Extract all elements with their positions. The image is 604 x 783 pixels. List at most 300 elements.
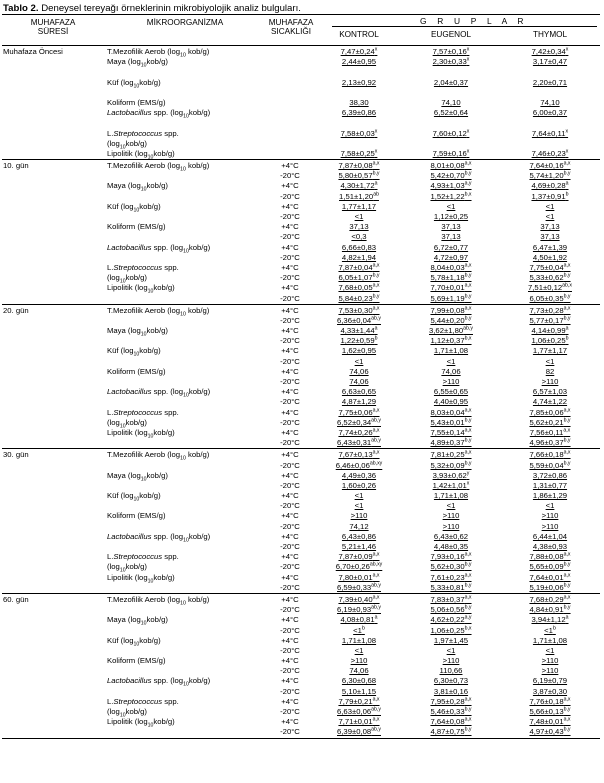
microorganism: T.Mezofilik Aerob ($\log_{10}$ kob/g) — [107, 594, 210, 607]
storage-temperature: +4°C — [281, 450, 299, 460]
value-eugenol: $1,12\pm 0,37^{b,x}$ — [430, 335, 472, 346]
value-eugenol: >110 — [442, 511, 460, 521]
microorganism: L.Streptococcus spp. — [107, 128, 179, 138]
storage-temperature: -20°C — [280, 315, 300, 325]
value-eugenol: >110 — [442, 656, 460, 666]
section-1 — [2, 160, 600, 304]
storage-temperature: +4°C — [281, 283, 299, 293]
value-kontrol: $7,39\pm 0,40^{a,x}$ — [338, 594, 380, 604]
value-thymol: <1 — [545, 356, 555, 366]
value-thymol: 6,44±1,04 — [532, 531, 568, 541]
value-eugenol: 1,71±1,08 — [433, 491, 469, 501]
value-eugenol: $4,89\pm 0,37^{b,y}$ — [430, 437, 472, 448]
value-eugenol: $7,60\pm 0,12^x$ — [432, 127, 470, 138]
value-eugenol: 37,13 — [441, 222, 461, 232]
table-row — [2, 202, 600, 212]
value-kontrol: 6,63±0,65 — [341, 387, 377, 397]
value-kontrol: $7,79\pm 0,21^{a,x}$ — [338, 696, 380, 706]
value-eugenol: <1 — [446, 201, 456, 211]
storage-temperature: -20°C — [280, 727, 300, 737]
table-row — [2, 542, 600, 552]
header-sicaklik: MUHAFAZA SICAKLIĞI — [268, 18, 314, 36]
table-row — [2, 306, 600, 316]
microorganism: $(\log_{10}kob/g)$ — [107, 707, 147, 719]
data-table — [2, 14, 600, 739]
microorganism: Küf $(\log_{10}kob/g)$ — [107, 77, 161, 90]
value-thymol: $4,97\pm 0,43^{b,y}$ — [529, 726, 571, 737]
value-kontrol: $6,36\pm 0,04^{ab,y}$ — [337, 315, 381, 325]
value-eugenol: $7,55\pm 0,14^{a,x}$ — [430, 427, 472, 437]
header-kontrol: KONTROL — [339, 30, 379, 39]
table-body — [2, 46, 600, 739]
value-thymol: 1,86±1,29 — [532, 491, 568, 501]
microorganism: Lactobacillus spp. $(\log_{10}kob/g)$ — [107, 676, 211, 688]
value-eugenol: $4,87\pm 0,75^{b,y}$ — [430, 726, 472, 737]
table-row — [2, 108, 600, 118]
value-kontrol: $6,70\pm 0,26^{ab,xy}$ — [335, 561, 383, 572]
table-row — [2, 357, 600, 367]
value-kontrol: $6,39\pm 0,08^{ab,y}$ — [337, 726, 381, 737]
value-thymol: 4,74±1,22 — [532, 397, 568, 407]
table-row — [2, 294, 600, 304]
value-thymol: $7,75\pm 0,04^{a,x}$ — [529, 262, 571, 272]
value-kontrol: 4,87±1,29 — [341, 397, 377, 407]
microorganism: T.Mezofilik Aerob ($\log_{10}$ kob/g) — [107, 161, 210, 173]
table-row — [2, 243, 600, 253]
value-kontrol: <1 — [354, 501, 364, 511]
value-eugenol: $7,70\pm 0,01^{a,x}$ — [430, 282, 472, 293]
microorganism: Maya $(\log_{10}kob/g)$ — [107, 326, 168, 338]
table-row — [2, 129, 600, 139]
value-thymol: $7,85\pm 0,06^{a,x}$ — [529, 407, 571, 417]
microorganism: Küf $(\log_{10}kob/g)$ — [107, 635, 161, 648]
value-eugenol: $7,83\pm 0,37^{a,x}$ — [430, 594, 472, 604]
storage-temperature: -20°C — [280, 562, 300, 572]
table-row — [2, 511, 600, 521]
value-kontrol: <1 — [354, 212, 364, 221]
value-eugenol: $1,52\pm 1,22^{b,x}$ — [430, 191, 472, 201]
microorganism: Koliform (EMS/g) — [107, 511, 166, 521]
table-row — [2, 118, 600, 128]
value-eugenol: 110,66 — [439, 666, 463, 676]
value-kontrol: >110 — [350, 511, 368, 521]
storage-temperature: +4°C — [281, 366, 299, 376]
value-thymol: 74,10 — [540, 97, 560, 107]
storage-temperature: +4°C — [281, 491, 299, 501]
storage-temperature: -20°C — [280, 542, 300, 551]
table-row — [2, 98, 600, 108]
storage-temperature: +4°C — [281, 552, 299, 562]
value-thymol: $4,96\pm 0,37^{b,y}$ — [529, 437, 571, 448]
section-0 — [2, 46, 600, 159]
value-thymol: 3,87±0,30 — [532, 686, 568, 696]
table-row — [2, 336, 600, 346]
value-kontrol: 1,60±0,26 — [341, 480, 377, 490]
storage-temperature: +4°C — [281, 326, 299, 336]
value-kontrol: $7,87\pm 0,09^{a,x}$ — [338, 551, 380, 562]
microorganism: $(\log_{10}kob/g)$ — [107, 273, 147, 285]
value-kontrol: 4,82±1,94 — [341, 252, 377, 262]
microorganism: Küf $(\log_{10}kob/g)$ — [107, 491, 161, 503]
storage-period: 20. gün — [3, 305, 29, 315]
section-2 — [2, 305, 600, 449]
value-thymol: 3,72±0,86 — [532, 470, 568, 480]
value-eugenol: 4,48±0,35 — [433, 542, 469, 551]
value-thymol: 6,47±1,39 — [532, 242, 568, 252]
table-row — [2, 367, 600, 377]
value-eugenol: 4,40±0,95 — [433, 397, 469, 407]
storage-period: 30. gün — [3, 450, 29, 460]
table-row — [2, 428, 600, 438]
microorganism: Lactobacillus spp. $(\log_{10}kob/g)$ — [107, 108, 211, 120]
table-row — [2, 461, 600, 471]
value-thymol: $5,77\pm 0,17^{b,y}$ — [529, 315, 571, 325]
header-muhafaza-suresi: MUHAFAZA SÜRESİ — [30, 18, 76, 36]
value-kontrol: $7,58\pm 0,03^x$ — [340, 127, 378, 138]
microorganism: T.Mezofilik Aerob ($\log_{10}$ kob/g) — [107, 450, 210, 462]
value-thymol: 3,17±0,47 — [532, 57, 568, 67]
table-row — [2, 139, 600, 149]
storage-temperature: +4°C — [281, 242, 299, 252]
table-row — [2, 161, 600, 171]
microorganism: Lactobacillus spp. $(\log_{10}kob/g)$ — [107, 242, 211, 255]
table-row — [2, 626, 600, 636]
table-row — [2, 666, 600, 676]
table-row — [2, 717, 600, 727]
value-thymol: >110 — [541, 521, 559, 531]
storage-temperature: -20°C — [280, 273, 300, 283]
storage-temperature: -20°C — [280, 171, 300, 181]
value-thymol: $5,74\pm 1,20^{b,y}$ — [529, 170, 571, 181]
table-row — [2, 605, 600, 615]
value-eugenol: $2,30\pm 0,33^x$ — [432, 56, 470, 67]
table-row — [2, 532, 600, 542]
value-kontrol: $6,46\pm 0,06^{ab,xy}$ — [335, 459, 383, 470]
value-thymol: 3,94±1,12$^a$ — [531, 614, 569, 625]
storage-temperature: -20°C — [280, 501, 300, 511]
microorganism: T.Mezofilik Aerob ($\log_{10}$ kob/g) — [107, 305, 210, 318]
table-row — [2, 615, 600, 625]
storage-temperature: +4°C — [281, 201, 299, 211]
value-kontrol: 5,21±1,46 — [341, 542, 377, 551]
value-eugenol: $3,93\pm 0,62^y$ — [432, 470, 470, 480]
value-kontrol: 38,30 — [349, 97, 369, 107]
value-kontrol: 1,22±0,59$^b$ — [340, 335, 378, 346]
value-kontrol: 4,30±1,72$^a$ — [340, 180, 378, 191]
value-thymol: 37,13 — [540, 222, 560, 232]
storage-temperature: +4°C — [281, 427, 299, 437]
table-row — [2, 522, 600, 532]
value-thymol: $7,56\pm 0,11^{a,x}$ — [529, 427, 571, 437]
table-row — [2, 263, 600, 273]
value-thymol: $7,42\pm 0,34^x$ — [531, 46, 569, 56]
storage-period: 60. gün — [3, 594, 29, 604]
value-thymol: $4,84\pm 0,91^{b,y}$ — [529, 604, 571, 615]
storage-temperature: +4°C — [281, 407, 299, 417]
value-thymol: 4,50±1,92 — [532, 252, 568, 262]
storage-temperature: +4°C — [281, 346, 299, 356]
value-thymol: $7,46\pm 0,23^x$ — [531, 148, 569, 158]
value-kontrol: <1 — [354, 491, 364, 501]
value-thymol: >110 — [541, 666, 559, 676]
caption-text: Deneysel tereyağı örneklerinin mikrobiyolojik analiz bulguları. — [41, 3, 301, 14]
table-row — [2, 377, 600, 387]
value-eugenol: $8,04\pm 0,03^{a,x}$ — [430, 262, 472, 272]
table-row — [2, 646, 600, 656]
microorganism: L.Streptococcus spp. — [107, 696, 179, 706]
storage-temperature: +4°C — [281, 615, 299, 625]
storage-temperature: +4°C — [281, 305, 299, 315]
value-kontrol: $6,05\pm 1,07^{b,y}$ — [338, 272, 380, 283]
table-row — [2, 481, 600, 491]
table-row — [2, 57, 600, 67]
table-header — [2, 15, 600, 45]
microorganism: L.Streptococcus spp. — [107, 407, 179, 417]
table-row — [2, 697, 600, 707]
table-row — [2, 253, 600, 263]
value-kontrol: >110 — [350, 656, 368, 666]
microorganism: L.Streptococcus spp. — [107, 262, 179, 272]
storage-temperature: +4°C — [281, 181, 299, 191]
section-rule — [2, 738, 600, 739]
value-eugenol: $5,78\pm 1,18^{b,y}$ — [430, 272, 472, 283]
value-kontrol: $5,80\pm 0,57^{b,y}$ — [338, 170, 380, 181]
microorganism: Koliform (EMS/g) — [107, 656, 166, 666]
value-thymol: 6,00±0,37 — [532, 108, 568, 118]
value-eugenol: 74,06 — [441, 366, 461, 376]
table-row — [2, 562, 600, 572]
storage-temperature: +4°C — [281, 594, 299, 604]
value-eugenol: $1,42\pm 1,01^x$ — [432, 480, 470, 490]
value-kontrol: 74,12 — [349, 521, 369, 531]
table-row — [2, 67, 600, 77]
value-thymol: $5,65\pm 0,09^{b,y}$ — [529, 561, 571, 572]
value-kontrol: 6,30±0,68 — [341, 676, 377, 686]
value-eugenol: $5,46\pm 0,33^{b,y}$ — [430, 706, 472, 716]
value-eugenol: <1 — [446, 356, 456, 366]
storage-temperature: -20°C — [280, 397, 300, 407]
storage-temperature: +4°C — [281, 696, 299, 706]
storage-temperature: +4°C — [281, 531, 299, 541]
table-row — [2, 232, 600, 242]
value-kontrol: 1,51±1,20$^{ab}$ — [339, 191, 379, 201]
storage-temperature: -20°C — [280, 417, 300, 427]
value-eugenol: $4,93\pm 1,03^{a,y}$ — [430, 180, 472, 191]
value-kontrol: $7,75\pm 0,06^{a,x}$ — [338, 407, 380, 417]
value-thymol: $7,66\pm 0,18^{a,x}$ — [529, 449, 571, 460]
storage-temperature: -20°C — [280, 460, 300, 470]
storage-temperature: -20°C — [280, 232, 300, 242]
value-eugenol: $1,06\pm 0,25^{b,x}$ — [430, 624, 472, 635]
value-thymol: $7,48\pm 0,01^{a,x}$ — [529, 716, 571, 727]
header-eugenol: EUGENOL — [430, 30, 472, 39]
storage-temperature: -20°C — [280, 521, 300, 531]
storage-temperature: -20°C — [280, 377, 300, 386]
value-eugenol: 6,43±0,62 — [433, 531, 469, 541]
table-row — [2, 552, 600, 562]
header-gruplar: G R U P L A R — [420, 16, 528, 26]
value-thymol: <1 — [545, 212, 555, 221]
storage-temperature: -20°C — [280, 356, 300, 366]
table-row — [2, 501, 600, 511]
table-row — [2, 346, 600, 356]
storage-temperature: +4°C — [281, 470, 299, 480]
table-row — [2, 573, 600, 583]
table-row — [2, 273, 600, 283]
microorganism: Küf $(\log_{10}kob/g)$ — [107, 346, 161, 358]
microorganism: L.Streptococcus spp. — [107, 552, 179, 562]
storage-temperature: +4°C — [281, 387, 299, 397]
value-thymol: 4,69±0,28$^a$ — [531, 180, 569, 191]
value-thymol: <1 — [545, 501, 555, 511]
value-eugenol: $5,06\pm 0,56^{b,y}$ — [430, 604, 472, 615]
value-thymol: $5,59\pm 0,04^{b,y}$ — [529, 459, 571, 470]
value-kontrol: 4,08±0,81$^a$ — [340, 614, 378, 625]
storage-temperature: -20°C — [280, 645, 300, 655]
table-row — [2, 491, 600, 501]
value-thymol: 1,77±1,17 — [532, 346, 568, 356]
value-eugenol: 3,81±0,16 — [433, 686, 469, 696]
storage-temperature: -20°C — [280, 480, 300, 490]
value-kontrol: 4,33±1,44$^a$ — [340, 325, 378, 336]
table-row — [2, 222, 600, 232]
value-thymol: 6,57±1,03 — [532, 387, 568, 397]
value-kontrol: 6,43±0,86 — [341, 531, 377, 541]
value-thymol: 37,13 — [540, 232, 560, 242]
microorganism: Koliform (EMS/g) — [107, 366, 166, 376]
storage-temperature: -20°C — [280, 438, 300, 448]
value-eugenol: 6,55±0,65 — [433, 387, 469, 397]
header-thymol: THYMOL — [532, 30, 568, 39]
value-eugenol: $8,03\pm 0,04^{a,x}$ — [430, 407, 472, 417]
microorganism: $(\log_{10}kob/g)$ — [107, 562, 147, 574]
table-row — [2, 326, 600, 336]
value-thymol: $5,62\pm 0,21^{b,y}$ — [529, 417, 571, 427]
value-eugenol: 6,52±0,64 — [433, 108, 469, 118]
value-eugenol: 37,13 — [441, 232, 461, 242]
value-thymol: $7,64\pm 0,11^x$ — [531, 127, 569, 138]
storage-temperature: +4°C — [281, 222, 299, 232]
value-eugenol: $7,57\pm 0,16^x$ — [432, 46, 470, 56]
value-kontrol: $6,43\pm 0,31^{ab,y}$ — [337, 437, 381, 448]
value-eugenol: >110 — [442, 377, 460, 386]
table-row — [2, 450, 600, 460]
value-thymol: 4,14±0,99$^a$ — [531, 325, 569, 336]
storage-temperature: -20°C — [280, 707, 300, 716]
table-row — [2, 88, 600, 98]
storage-temperature: -20°C — [280, 666, 300, 676]
table-row — [2, 283, 600, 293]
table-caption — [3, 3, 301, 14]
value-thymol: $7,68\pm 0,29^{a,x}$ — [529, 594, 571, 604]
value-kontrol: 6,39±0,86 — [341, 108, 377, 118]
value-kontrol: 37,13 — [349, 222, 369, 232]
microorganism: Maya $(\log_{10}kob/g)$ — [107, 181, 168, 193]
value-thymol: 1,71±1,08 — [532, 635, 568, 645]
value-thymol: $7,64\pm 0,01^{a,x}$ — [529, 572, 571, 582]
value-kontrol: 5,10±1,15 — [341, 686, 377, 696]
value-thymol: <1 — [545, 645, 555, 655]
table-row — [2, 212, 600, 222]
microorganism: Maya $(\log_{10}kob/g)$ — [107, 615, 168, 627]
value-kontrol: <1 — [354, 645, 364, 655]
storage-temperature: +4°C — [281, 262, 299, 272]
value-kontrol: 1,77±1,17 — [341, 201, 377, 211]
value-thymol: $6,05\pm 0,35^{b,y}$ — [529, 292, 571, 303]
value-kontrol: $6,19\pm 0,93^{ab,y}$ — [337, 604, 381, 615]
microorganism: Küf $(\log_{10}kob/g)$ — [107, 201, 161, 214]
value-thymol: >110 — [541, 511, 559, 521]
value-kontrol: $7,58\pm 0,25^x$ — [340, 148, 378, 158]
value-eugenol: 1,97±1,45 — [433, 635, 469, 645]
value-thymol: $7,64\pm 0,16^{a,x}$ — [529, 160, 571, 171]
microorganism: Maya $(\log_{10}kob/g)$ — [107, 470, 168, 483]
value-thymol: 1,31±0,77 — [532, 480, 568, 490]
value-thymol: $5,66\pm 0,13^{b,y}$ — [529, 706, 571, 716]
value-eugenol: 4,72±0,97 — [433, 252, 469, 262]
value-thymol: >110 — [541, 656, 559, 666]
table-row — [2, 181, 600, 191]
storage-temperature: -20°C — [280, 686, 300, 696]
value-kontrol: $7,80\pm 0,01^{a,x}$ — [338, 572, 380, 582]
microorganism: Maya $(\log_{10}kob/g)$ — [107, 57, 168, 69]
value-thymol: $5,19\pm 0,06^{b,y}$ — [529, 582, 571, 592]
value-eugenol: $5,44\pm 0,20^{b,y}$ — [430, 315, 472, 325]
microorganism: Lactobacillus spp. $(\log_{10}kob/g)$ — [107, 387, 211, 399]
table-row — [2, 438, 600, 448]
header-mikroorganizma: MİKROORGANİZMA — [146, 18, 224, 27]
table-row — [2, 676, 600, 686]
value-eugenol: $7,81\pm 0,25^{a,x}$ — [430, 449, 472, 460]
microorganism: $(\log_{10}kob/g)$ — [107, 138, 147, 151]
value-eugenol: $7,95\pm 0,28^{a,x}$ — [430, 696, 472, 706]
value-thymol: >110 — [541, 377, 559, 386]
value-kontrol: $6,63\pm 0,06^{ab,y}$ — [337, 706, 381, 716]
value-thymol: $7,51\pm 0,12^{ab,x}$ — [528, 282, 572, 293]
value-eugenol: $7,99\pm 0,08^{a,x}$ — [430, 305, 472, 315]
value-eugenol: <1 — [446, 645, 456, 655]
value-thymol: $7,76\pm 0,18^{a,x}$ — [529, 696, 571, 706]
value-kontrol: $7,47\pm 0,24^x$ — [340, 46, 378, 56]
storage-temperature: +4°C — [281, 656, 299, 666]
value-eugenol: $7,64\pm 0,08^{a,x}$ — [430, 716, 472, 727]
table-row — [2, 636, 600, 646]
table-row — [2, 408, 600, 418]
caption-label: Tablo 2. — [3, 3, 39, 14]
table-row — [2, 47, 600, 57]
value-kontrol: 74,06 — [349, 377, 369, 386]
table-row — [2, 418, 600, 428]
value-kontrol: 2,44±0,95 — [341, 57, 377, 67]
value-eugenol: $3,62\pm 1,80^{ab,y}$ — [429, 325, 473, 336]
value-thymol: 82 — [545, 366, 555, 376]
microorganism: Lipolitik $(\log_{10}kob/g)$ — [107, 427, 175, 440]
value-kontrol: <0,3 — [351, 232, 367, 242]
storage-temperature: -20°C — [280, 252, 300, 262]
value-eugenol: $5,62\pm 0,30^{b,y}$ — [430, 561, 472, 572]
value-kontrol: 74,06 — [349, 366, 369, 376]
storage-period: 10. gün — [3, 161, 29, 171]
value-kontrol: $7,53\pm 0,30^{a,x}$ — [338, 305, 380, 315]
storage-period: Muhafaza Öncesi — [3, 47, 63, 56]
value-kontrol: $7,74\pm 0,26^{a,x}$ — [338, 427, 380, 437]
value-kontrol: 1,71±1,08 — [341, 635, 377, 645]
value-eugenol: 1,12±0,25 — [433, 212, 469, 221]
microorganism: Lipolitik $(\log_{10}kob/g)$ — [107, 283, 175, 295]
value-eugenol: 74,10 — [441, 97, 461, 107]
value-kontrol: $7,87\pm 0,04^{a,x}$ — [338, 262, 380, 272]
storage-temperature: +4°C — [281, 676, 299, 686]
